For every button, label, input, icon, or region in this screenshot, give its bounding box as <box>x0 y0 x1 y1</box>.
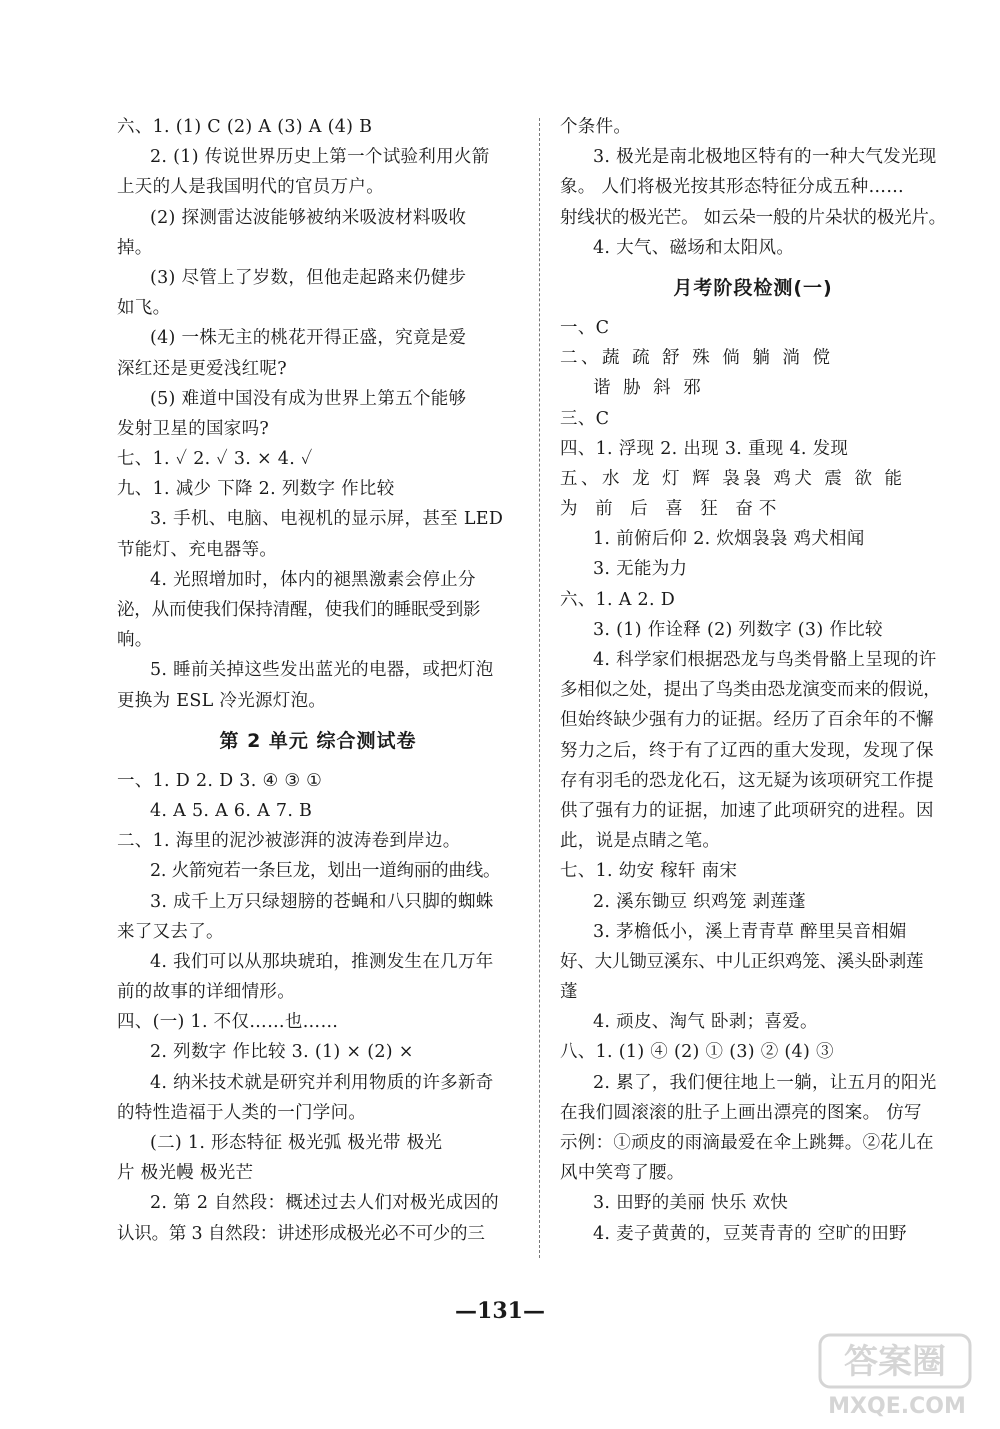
answer-line: 3. 手机、电脑、电视机的显示屏，甚至 LED <box>150 509 504 530</box>
answer-line: 六、1. (1) C (2) A (3) A (4) B <box>117 117 373 137</box>
answer-line: 一、C <box>560 317 610 338</box>
answer-line: 四、1. 浮现 2. 出现 3. 重现 4. 发现 <box>560 438 849 459</box>
answer-line: 4. 光照增加时，体内的褪黑激素会停止分 <box>150 569 476 590</box>
answer-line: 5. 睡前关掉这些发出蓝光的电器，或把灯泡 <box>150 660 494 681</box>
answer-line: 二、蔬 疏 舒 殊 倘 躺 淌 傥 <box>560 348 834 369</box>
answer-line: 2. 列数字 作比较 3. (1) × (2) × <box>150 1042 414 1063</box>
answer-line: 多相似之处，提出了鸟类由恐龙演变而来的假说， <box>560 680 941 701</box>
answer-line: 来了又去了。 <box>117 921 224 942</box>
answer-line: 蓬 <box>560 982 578 1003</box>
section-title: 第 2 单元 综合测试卷 <box>219 729 417 752</box>
answer-line: 4. A 5. A 6. A 7. B <box>150 800 313 821</box>
answer-line: 4. 顽皮、淘气 卧剥；喜爱。 <box>593 1012 818 1033</box>
answer-line: 4. 纳米技术就是研究并利用物质的许多新奇 <box>150 1072 494 1093</box>
answer-line: 七、1. ✓ 2. ✓ 3. × 4. ✓ <box>117 449 313 470</box>
answer-line: 象。 人们将极光按其形态特征分成五种…… <box>560 177 905 198</box>
answer-line: 五、水 龙 灯 辉 袅袅 鸡犬 震 欲 能 <box>560 468 906 489</box>
answer-line: 2. 累了，我们便往地上一躺，让五月的阳光 <box>593 1072 937 1093</box>
section-title: 月考阶段检测(一) <box>673 276 833 299</box>
answer-line: 3. 成千上万只绿翅膀的苍蝇和八只脚的蜘蛛 <box>150 891 494 912</box>
answer-line: 2. 溪东锄豆 织鸡笼 剥莲蓬 <box>593 891 806 912</box>
answer-line: (5) 难道中国没有成为世界上第五个能够 <box>150 388 467 409</box>
answer-line: 的特性造福于人类的一门学问。 <box>117 1102 367 1123</box>
answer-line: 在我们圆滚滚的肚子上画出漂亮的图案。 仿写 <box>560 1102 922 1123</box>
answer-line: 1. 前俯后仰 2. 炊烟袅袅 鸡犬相闻 <box>593 529 865 550</box>
answer-line: (4) 一株无主的桃花开得正盛，究竟是爱 <box>150 328 467 349</box>
answer-line: 示例：①顽皮的雨滴最爱在伞上跳舞。②花儿在 <box>560 1133 934 1153</box>
answer-line: 发射卫星的国家吗? <box>117 418 270 439</box>
column-divider <box>539 118 540 1258</box>
answer-line: 3. (1) 作诠释 (2) 列数字 (3) 作比较 <box>593 619 883 640</box>
answer-line: 为 前 后 喜 狂 奋不 <box>560 499 783 520</box>
answer-line: (2) 探测雷达波能够被纳米吸波材料吸收 <box>150 207 467 228</box>
right-column <box>560 112 946 1249</box>
answer-line: 四、(一) 1. 不仅……也…… <box>117 1012 339 1033</box>
answer-line: 3. 极光是南北极地区特有的一种大气发光现 <box>593 147 937 168</box>
left-column <box>117 112 519 1249</box>
answer-line: 六、1. A 2. D <box>560 589 676 610</box>
answer-line: 3. 无能为力 <box>593 559 688 580</box>
answer-line: 更换为 ESL 冷光源灯泡。 <box>117 690 327 711</box>
answer-line: 4. 大气、磁场和太阳风。 <box>593 237 795 258</box>
answer-line: 2. (1) 传说世界历史上第一个试验利用火箭 <box>150 147 490 168</box>
answer-line: 风中笑弯了腰。 <box>560 1163 685 1184</box>
answer-line: 3. 茅檐低小，溪上青青草 醉里吴音相媚 <box>593 921 907 942</box>
answer-line: 此，说是点睛之笔。 <box>560 831 721 852</box>
answer-line: 3. 田野的美丽 快乐 欢快 <box>593 1193 789 1214</box>
answer-line: 4. 我们可以从那块琥珀，推测发生在几万年 <box>150 951 494 972</box>
answer-line: 努力之后，终于有了辽西的重大发现，发现了保 <box>560 740 934 761</box>
answer-line: 三、C <box>560 408 610 429</box>
watermark-logo <box>812 1329 982 1421</box>
answer-line: (二) 1. 形态特征 极光弧 极光带 极光 <box>150 1133 443 1153</box>
answer-line: 如飞。 <box>117 298 171 319</box>
answer-line: (3) 尽管上了岁数，但他走起路来仍健步 <box>150 267 467 288</box>
answer-line: 认识。第 3 自然段：讲述形成极光必不可少的三 <box>117 1223 485 1244</box>
watermark-top-text: 答案圈 <box>844 1342 946 1382</box>
watermark-bottom-text: MXQE.COM <box>828 1394 966 1419</box>
answer-line: 但始终缺少强有力的证据。经历了百余年的不懈 <box>560 710 934 731</box>
answer-line: 供了强有力的证据，加速了此项研究的进程。因 <box>560 800 934 821</box>
answer-line: 深红还是更爱浅红呢? <box>117 358 287 379</box>
answer-line: 七、1. 幼安 稼轩 南宋 <box>560 861 738 882</box>
answer-line: 响。 <box>117 630 153 651</box>
answer-line: 前的故事的详细情形。 <box>117 982 295 1003</box>
answer-line: 个条件。 <box>560 117 632 137</box>
answer-line: 存有羽毛的恐龙化石，这无疑为该项研究工作提 <box>560 770 934 791</box>
answer-line: 九、1. 减少 下降 2. 列数字 作比较 <box>117 479 395 500</box>
answer-line: 2. 火箭宛若一条巨龙，划出一道绚丽的曲线。 <box>150 861 501 882</box>
answer-line: 好、大儿锄豆溪东、中儿正织鸡笼、溪头卧剥莲 <box>560 951 924 972</box>
answer-line: 4. 科学家们根据恐龙与鸟类骨骼上呈现的许 <box>593 650 937 670</box>
answer-line: 上天的人是我国明代的官员万户。 <box>117 177 384 198</box>
answer-line: 片 极光幔 极光芒 <box>117 1163 254 1184</box>
answer-line: 射线状的极光芒。 如云朵一般的片朵状的极光片。 <box>560 207 946 228</box>
answer-line: 一、1. D 2. D 3. ④ ③ ① <box>117 770 323 791</box>
answer-line: 谐 胁 斜 邪 <box>593 378 705 399</box>
answer-line: 掉。 <box>117 237 153 258</box>
answer-line: 4. 麦子黄黄的，豆荚青青的 空旷的田野 <box>593 1223 907 1244</box>
answer-line: 2. 第 2 自然段：概述过去人们对极光成因的 <box>150 1193 499 1214</box>
page-number: —131— <box>455 1298 545 1324</box>
answer-line: 节能灯、充电器等。 <box>117 539 278 560</box>
answer-line: 八、1. (1) ④ (2) ① (3) ② (4) ③ <box>560 1042 834 1063</box>
answer-line: 二、1. 海里的泥沙被澎湃的波涛卷到岸边。 <box>117 831 461 852</box>
answer-line: 泌，从而使我们保持清醒，使我们的睡眠受到影 <box>117 600 481 620</box>
